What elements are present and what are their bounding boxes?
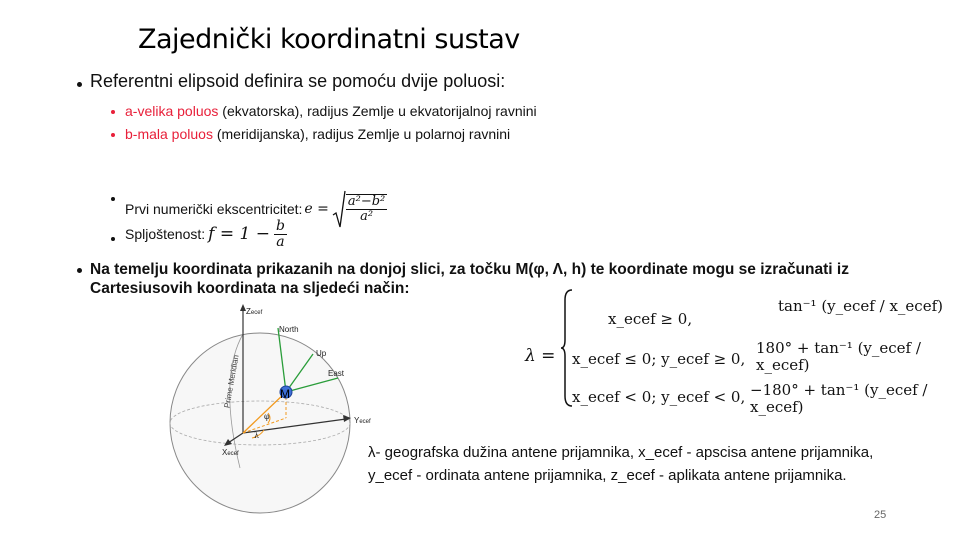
description-line-1: λ- geografska dužina antene prijamnika, x_ecef - apscisa antene prijamnika, (368, 444, 874, 461)
flattening-lhs: f = 1 − (208, 224, 270, 245)
b-text: (meridijanska), radijus Zemlje u polarnoj ravnini (212, 126, 511, 142)
prime-meridian-label: Prime Meridian (222, 354, 241, 409)
phi-label: φ (264, 412, 270, 421)
case1-value: tan⁻¹ (y_ecef / x_ecef) (778, 297, 943, 315)
lambda-label: λ (254, 431, 260, 440)
east-label: East (328, 369, 345, 378)
earth-sphere (170, 333, 350, 513)
bullet-ellipsoid: Referentni elipsoid definira se pomoću dvije poluosi: (90, 71, 506, 91)
page-number: 25 (874, 509, 887, 521)
point-m-label: M (280, 387, 290, 401)
bullet-dot (77, 268, 82, 273)
flattening-denominator: a (276, 233, 285, 250)
eccentricity-lhs: e = (304, 201, 329, 217)
y-axis-label: Yecef (354, 416, 371, 425)
lambda-lhs: λ = (525, 346, 556, 366)
z-axis-label: Zecef (246, 307, 263, 316)
x-axis-label: Xecef (222, 448, 239, 457)
flattening-line (125, 219, 287, 249)
case1-condition: x_ecef ≥ 0, (608, 310, 693, 328)
bullet-dot (77, 82, 82, 87)
case2-condition: x_ecef ≤ 0; y_ecef ≥ 0, (572, 350, 746, 368)
flattening-numerator: b (275, 218, 285, 234)
eccentricity-denominator: a² (360, 209, 374, 224)
b-label: b-mala poluos (125, 126, 213, 142)
ecef-figure (168, 298, 371, 516)
case2-value: 180° + tan⁻¹ (y_ecef / x_ecef) (756, 339, 921, 374)
sub-bullet-dot (111, 197, 115, 201)
eccentricity-numerator: a²−b² (347, 194, 386, 210)
case3-condition: x_ecef < 0; y_ecef < 0, (572, 388, 746, 406)
flattening-fraction (274, 219, 287, 249)
eccentricity-label: Prvi numerički ekscentricitet: (125, 201, 303, 217)
sub-bullet-dot (111, 237, 115, 241)
bullet-conversion: Na temelju koordinata prikazanih na donjoj slici, za točku M(φ, Λ, h) te koordinate mogu se izračunati iz Cartesiusovih koordinata na sljedeći način: (90, 261, 849, 297)
north-label: North (279, 325, 299, 334)
sub-bullet-b (125, 126, 510, 142)
eccentricity-fraction (346, 194, 387, 223)
slide-title: Zajednički koordinatni sustav (138, 24, 520, 55)
a-text: (ekvatorska), radijus Zemlje u ekvatorijalnoj ravnini (218, 103, 537, 119)
case3-value: −180° + tan⁻¹ (y_ecef / x_ecef) (750, 381, 928, 416)
up-label: Up (316, 349, 327, 358)
a-label: a-velika poluos (125, 103, 219, 119)
description-line-2: y_ecef - ordinata antene prijamnika, z_ecef - aplikata antene prijamnika. (368, 467, 847, 484)
sqrt-icon (332, 189, 346, 229)
flattening-label: Spljoštenost: (125, 226, 206, 243)
sub-bullet-dot (111, 133, 115, 137)
sub-bullet-dot (111, 110, 115, 114)
sub-bullet-a (125, 103, 537, 119)
